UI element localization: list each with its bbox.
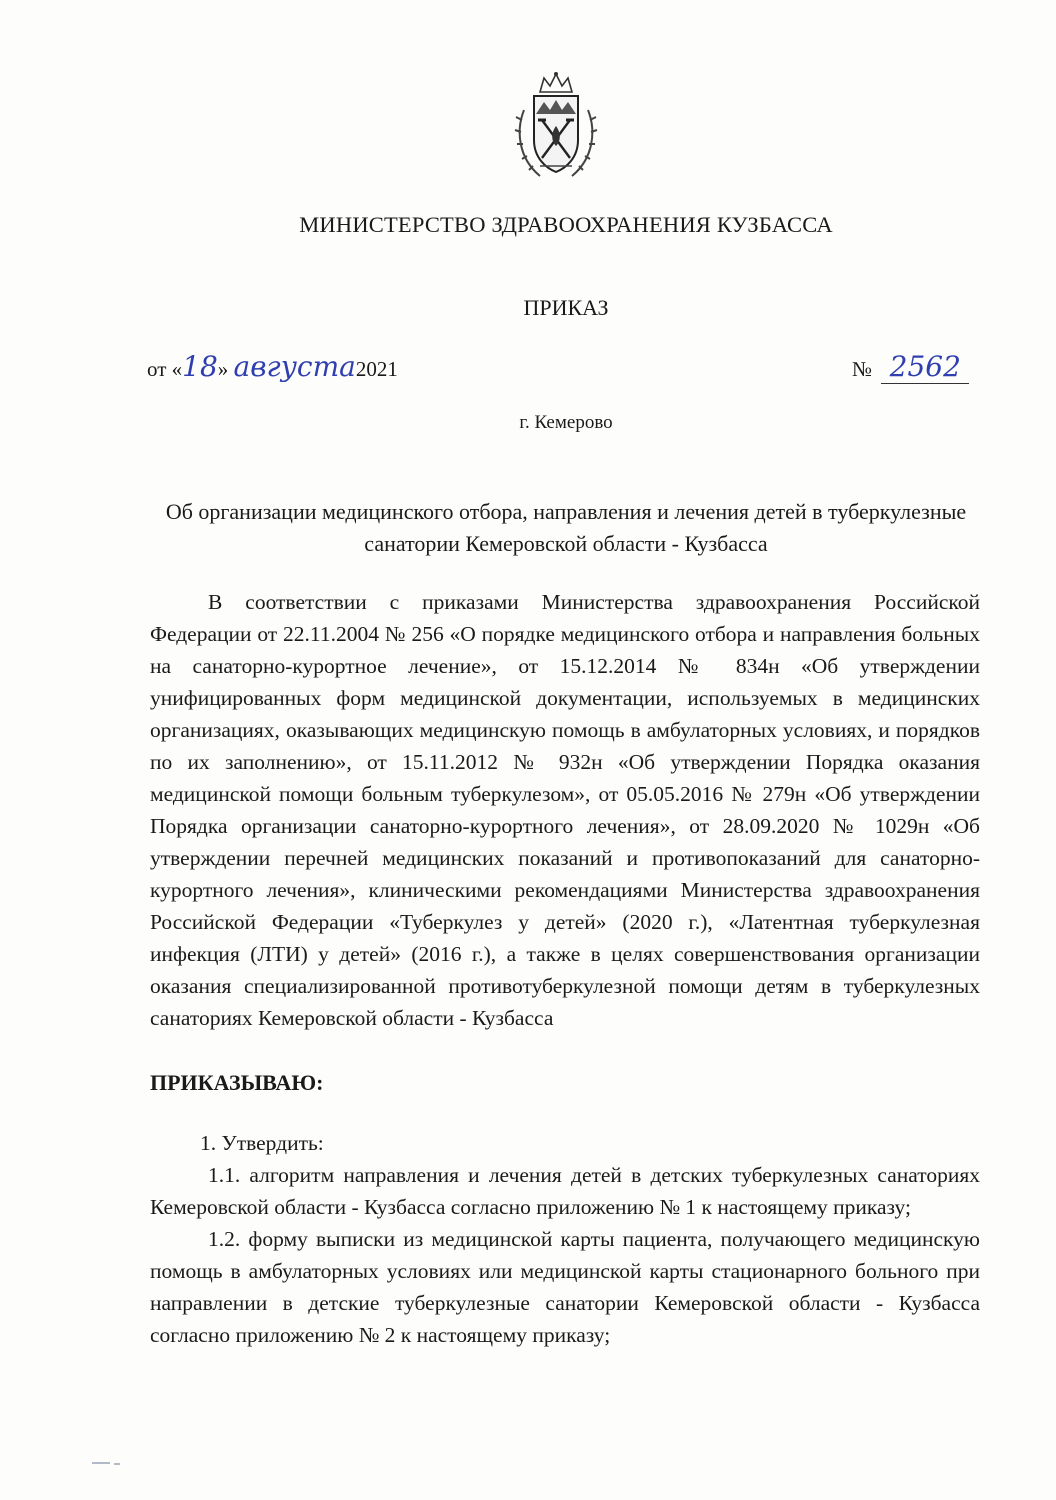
date-month-handwritten: августа xyxy=(233,350,356,383)
date-year: 2021 xyxy=(355,357,398,381)
preamble-paragraph: В соответствии с приказами Министерства здравоохранения Российской Федерации от 22.11.2004 № 256 «О порядке медицинского отбора и направления больных на санаторно-курортное лечение», от 15.12.2014 № 834н «Об утверждении унифицированных форм медицинской документации, используемых в медицинских организациях, оказывающих медицинскую помощь в амбулаторных условиях, и порядков по их заполнению», от 15.11.2012 № 932н «Об утверждении Порядка оказания медицинской помощи больным туберкулезом», от 05.05.2016 № 279н «Об утверждении Порядка организации санаторно-курортного лечения», от 28.09.2020 № 1029н «Об утверждении перечней медицинских показаний и противопоказаний для санаторно-курортного лечения», клиническими рекомендациями Министерства здравоохранения Российской Федерации «Туберкулез у детей» (2020 г.), «Латентная туберкулезная инфекция (ЛТИ) у детей» (2016 г.), а также в целях совершенствования организации оказания специализированной противотуберкулезной помощи детям в туберкулезных санаториях Кемеровской области - Кузбасса xyxy=(150,590,980,1030)
order-date xyxy=(147,350,398,383)
order-item: 1. Утвердить: xyxy=(200,1131,324,1155)
coat-of-arms-icon xyxy=(510,70,602,186)
date-prefix: от « xyxy=(147,357,183,381)
order-number xyxy=(852,350,969,384)
number-label: № xyxy=(852,357,873,381)
preamble xyxy=(150,586,980,1034)
order-item: 1.2. форму выписки из медицинской карты пациента, получающего медицинскую помощь в амбулаторных условиях или медицинской карты стационарного больного при направлении в детские туберкулезные санатории Кемеровской области - Кузбасса согласно приложению № 2 к настоящему приказу; xyxy=(150,1227,980,1347)
ministry-name: МИНИСТЕРСТВО ЗДРАВООХРАНЕНИЯ КУЗБАССА xyxy=(299,212,833,237)
number-value-handwritten: 2562 xyxy=(881,350,969,384)
city-line: г. Кемерово xyxy=(519,412,613,433)
date-separator: » xyxy=(217,357,234,381)
order-item: 1.1. алгоритм направления и лечения детей в детских туберкулезных санаториях Кемеровской области - Кузбасса согласно приложению № 1 к настоящему приказу; xyxy=(150,1163,980,1219)
scan-artifact xyxy=(92,1460,122,1466)
order-title: Об организации медицинского отбора, направления и лечения детей в туберкулезные санатории Кемеровской области - Кузбасса xyxy=(165,499,967,556)
order-items xyxy=(150,1127,980,1351)
decree-heading: ПРИКАЗЫВАЮ: xyxy=(150,1070,324,1095)
document-type-heading: ПРИКАЗ xyxy=(523,295,609,320)
date-day-handwritten: 18 xyxy=(182,350,218,383)
